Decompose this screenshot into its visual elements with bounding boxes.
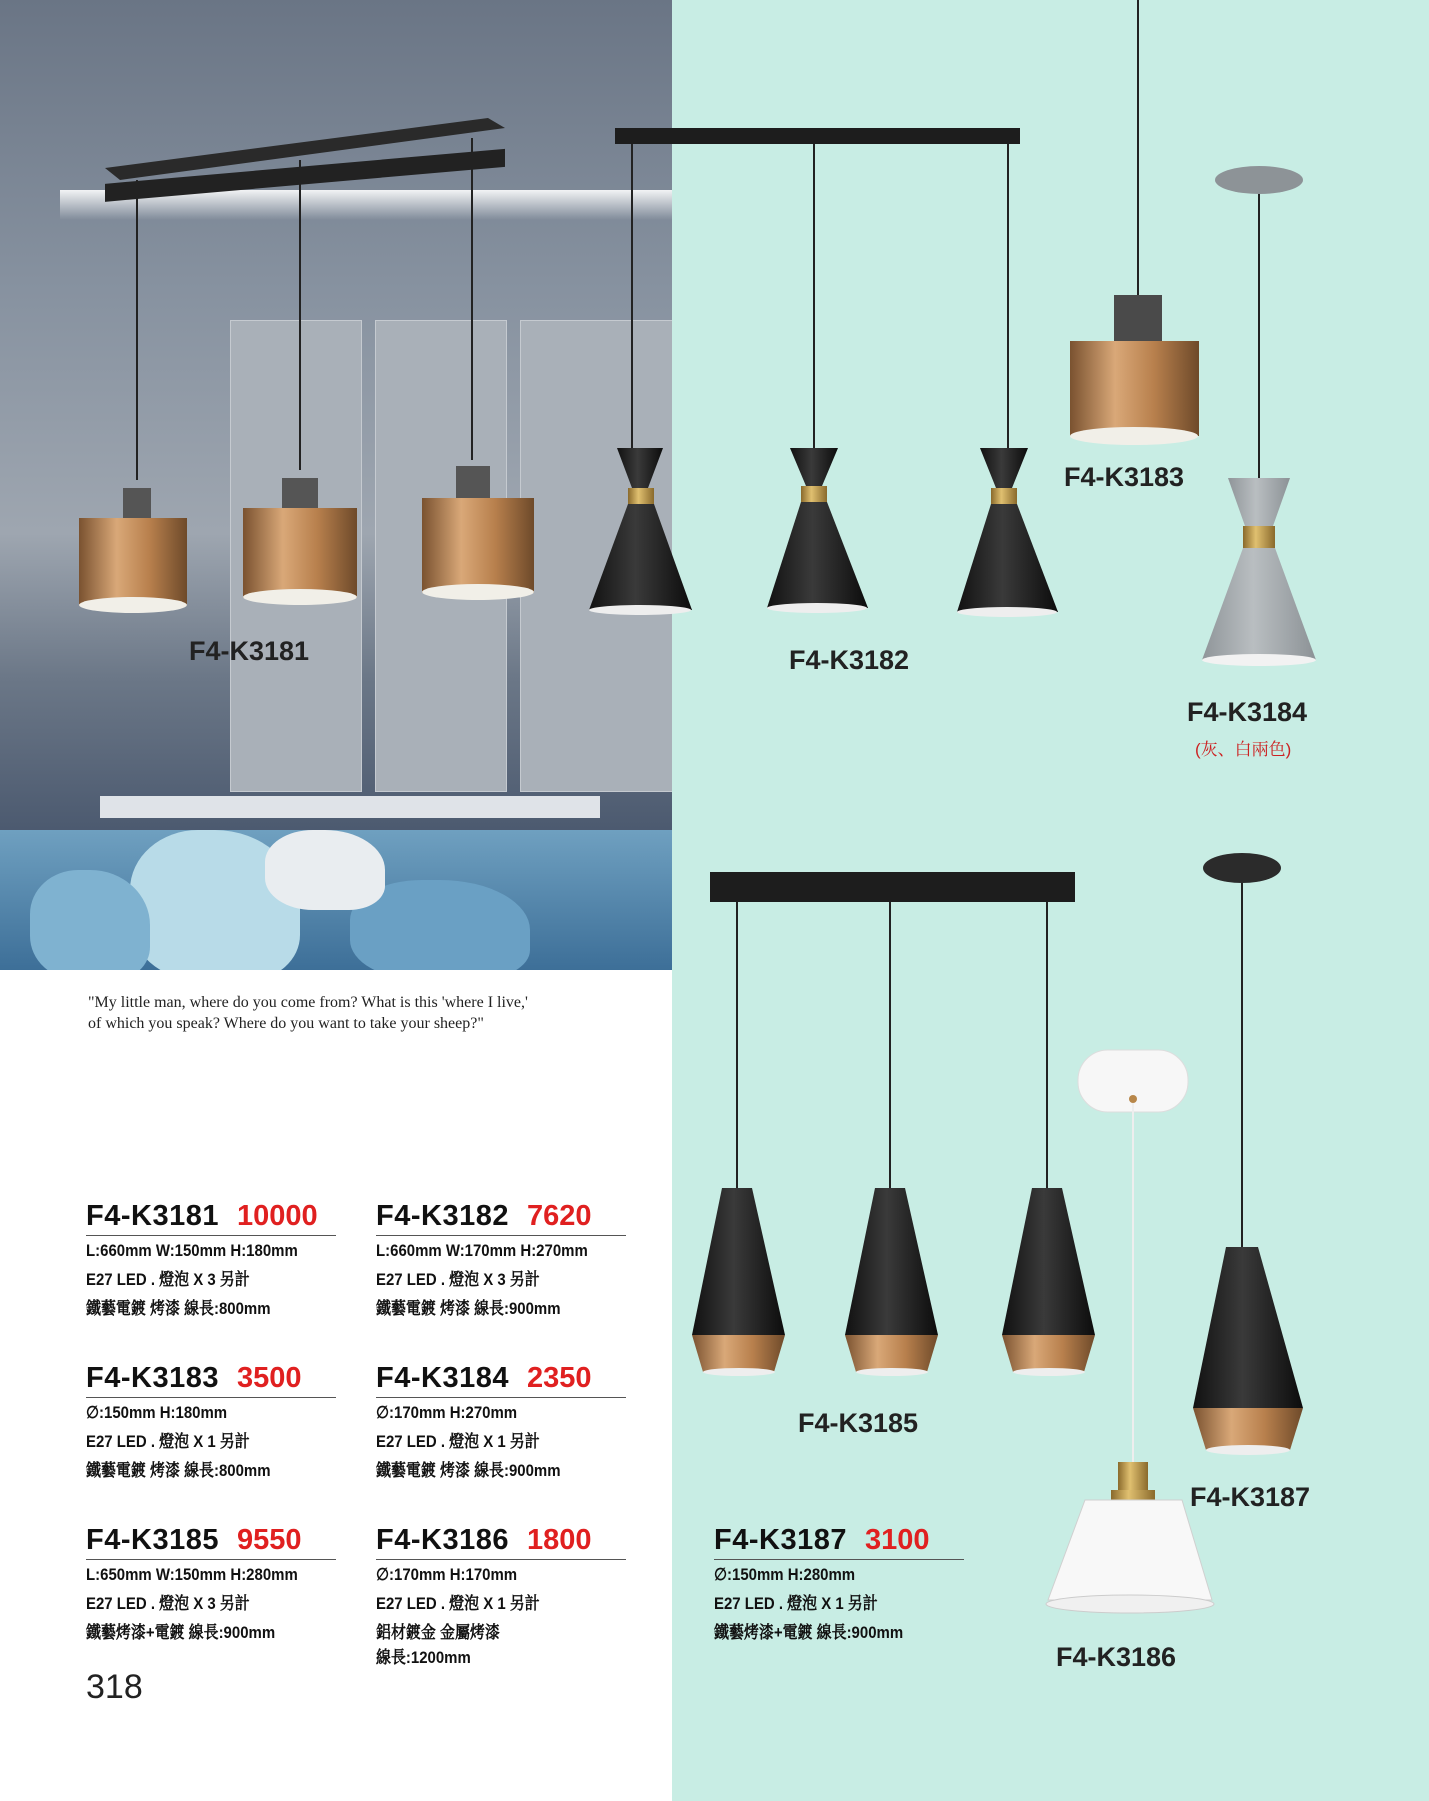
spec-line: 鐵藝烤漆+電鍍 線長:900mm <box>86 1623 276 1642</box>
label-k3184: F4-K3184 <box>1187 697 1308 727</box>
spec-model: F4-K3183 <box>86 1362 219 1394</box>
spec-heading <box>714 1524 964 1560</box>
spec-line: L:660mm W:150mm H:180mm <box>86 1241 298 1260</box>
spec-line: 線長:1200mm <box>376 1648 471 1667</box>
lamp-k3184 <box>1202 166 1316 666</box>
spec-price: 7620 <box>526 1200 592 1232</box>
spec-line: E27 LED . 燈泡 X 1 另計 <box>376 1594 540 1613</box>
spec-k3182 <box>376 1200 626 1323</box>
lamp-k3183 <box>1070 0 1199 445</box>
spec-heading <box>376 1200 626 1236</box>
lamp-k3185 <box>692 872 1095 1376</box>
spec-heading <box>86 1200 336 1236</box>
spec-line: E27 LED . 燈泡 X 1 另計 <box>376 1432 540 1451</box>
label-k3184-colors: (灰、白兩色) <box>1195 740 1292 759</box>
spec-heading <box>376 1362 626 1398</box>
label-k3181: F4-K3181 <box>189 636 310 666</box>
spec-line: E27 LED . 燈泡 X 1 另計 <box>86 1432 250 1451</box>
spec-heading <box>86 1524 336 1560</box>
lamp-k3187 <box>1193 853 1303 1455</box>
spec-line: ∅:150mm H:180mm <box>86 1403 228 1422</box>
spec-line: 鋁材鍍金 金屬烤漆 <box>376 1623 500 1642</box>
spec-line: 鐵藝電鍍 烤漆 線長:800mm <box>86 1461 271 1480</box>
spec-line: 鐵藝烤漆+電鍍 線長:900mm <box>714 1623 904 1642</box>
spec-k3181 <box>86 1200 336 1323</box>
spec-line: L:650mm W:150mm H:280mm <box>86 1565 298 1584</box>
lamp-k3182 <box>589 128 1058 617</box>
quote <box>88 992 608 1034</box>
spec-line: ∅:170mm H:270mm <box>376 1403 518 1422</box>
spec-line: ∅:170mm H:170mm <box>376 1565 518 1584</box>
label-k3187: F4-K3187 <box>1190 1482 1311 1512</box>
spec-line: L:660mm W:170mm H:270mm <box>376 1241 588 1260</box>
spec-line: 鐵藝電鍍 烤漆 線長:800mm <box>86 1299 271 1318</box>
spec-heading <box>86 1362 336 1398</box>
page-number: 318 <box>86 1668 143 1706</box>
spec-line: 鐵藝電鍍 烤漆 線長:900mm <box>376 1461 561 1480</box>
spec-line: E27 LED . 燈泡 X 3 另計 <box>86 1270 250 1289</box>
spec-k3185 <box>86 1524 336 1647</box>
spec-model: F4-K3181 <box>86 1200 219 1232</box>
spec-model: F4-K3186 <box>376 1524 509 1556</box>
spec-price: 3500 <box>236 1362 302 1394</box>
spec-line: ∅:150mm H:280mm <box>714 1565 856 1584</box>
spec-model: F4-K3185 <box>86 1524 219 1556</box>
spec-heading <box>376 1524 626 1560</box>
spec-line: E27 LED . 燈泡 X 1 另計 <box>714 1594 878 1613</box>
label-k3186: F4-K3186 <box>1056 1642 1177 1672</box>
label-k3182: F4-K3182 <box>789 645 910 675</box>
spec-k3186 <box>376 1524 626 1669</box>
lamp-k3181 <box>79 118 534 613</box>
spec-line: 鐵藝電鍍 烤漆 線長:900mm <box>376 1299 561 1318</box>
spec-price: 1800 <box>526 1524 592 1556</box>
label-k3185: F4-K3185 <box>798 1408 919 1438</box>
spec-price: 9550 <box>236 1524 302 1556</box>
spec-k3183 <box>86 1362 336 1485</box>
quote-line-1: "My little man, where do you come from? What is this 'where I live,' <box>88 994 528 1011</box>
spec-line: E27 LED . 燈泡 X 3 另計 <box>376 1270 540 1289</box>
spec-k3187 <box>714 1524 964 1647</box>
spec-price: 3100 <box>864 1524 930 1556</box>
spec-model: F4-K3184 <box>376 1362 509 1394</box>
spec-model: F4-K3182 <box>376 1200 509 1232</box>
label-k3183: F4-K3183 <box>1064 462 1185 492</box>
spec-price: 10000 <box>236 1200 318 1232</box>
spec-line: E27 LED . 燈泡 X 3 另計 <box>86 1594 250 1613</box>
spec-model: F4-K3187 <box>714 1524 847 1556</box>
spec-price: 2350 <box>526 1362 592 1394</box>
spec-k3184 <box>376 1362 626 1485</box>
quote-line-2: of which you speak? Where do you want to take your sheep?" <box>88 1015 484 1032</box>
